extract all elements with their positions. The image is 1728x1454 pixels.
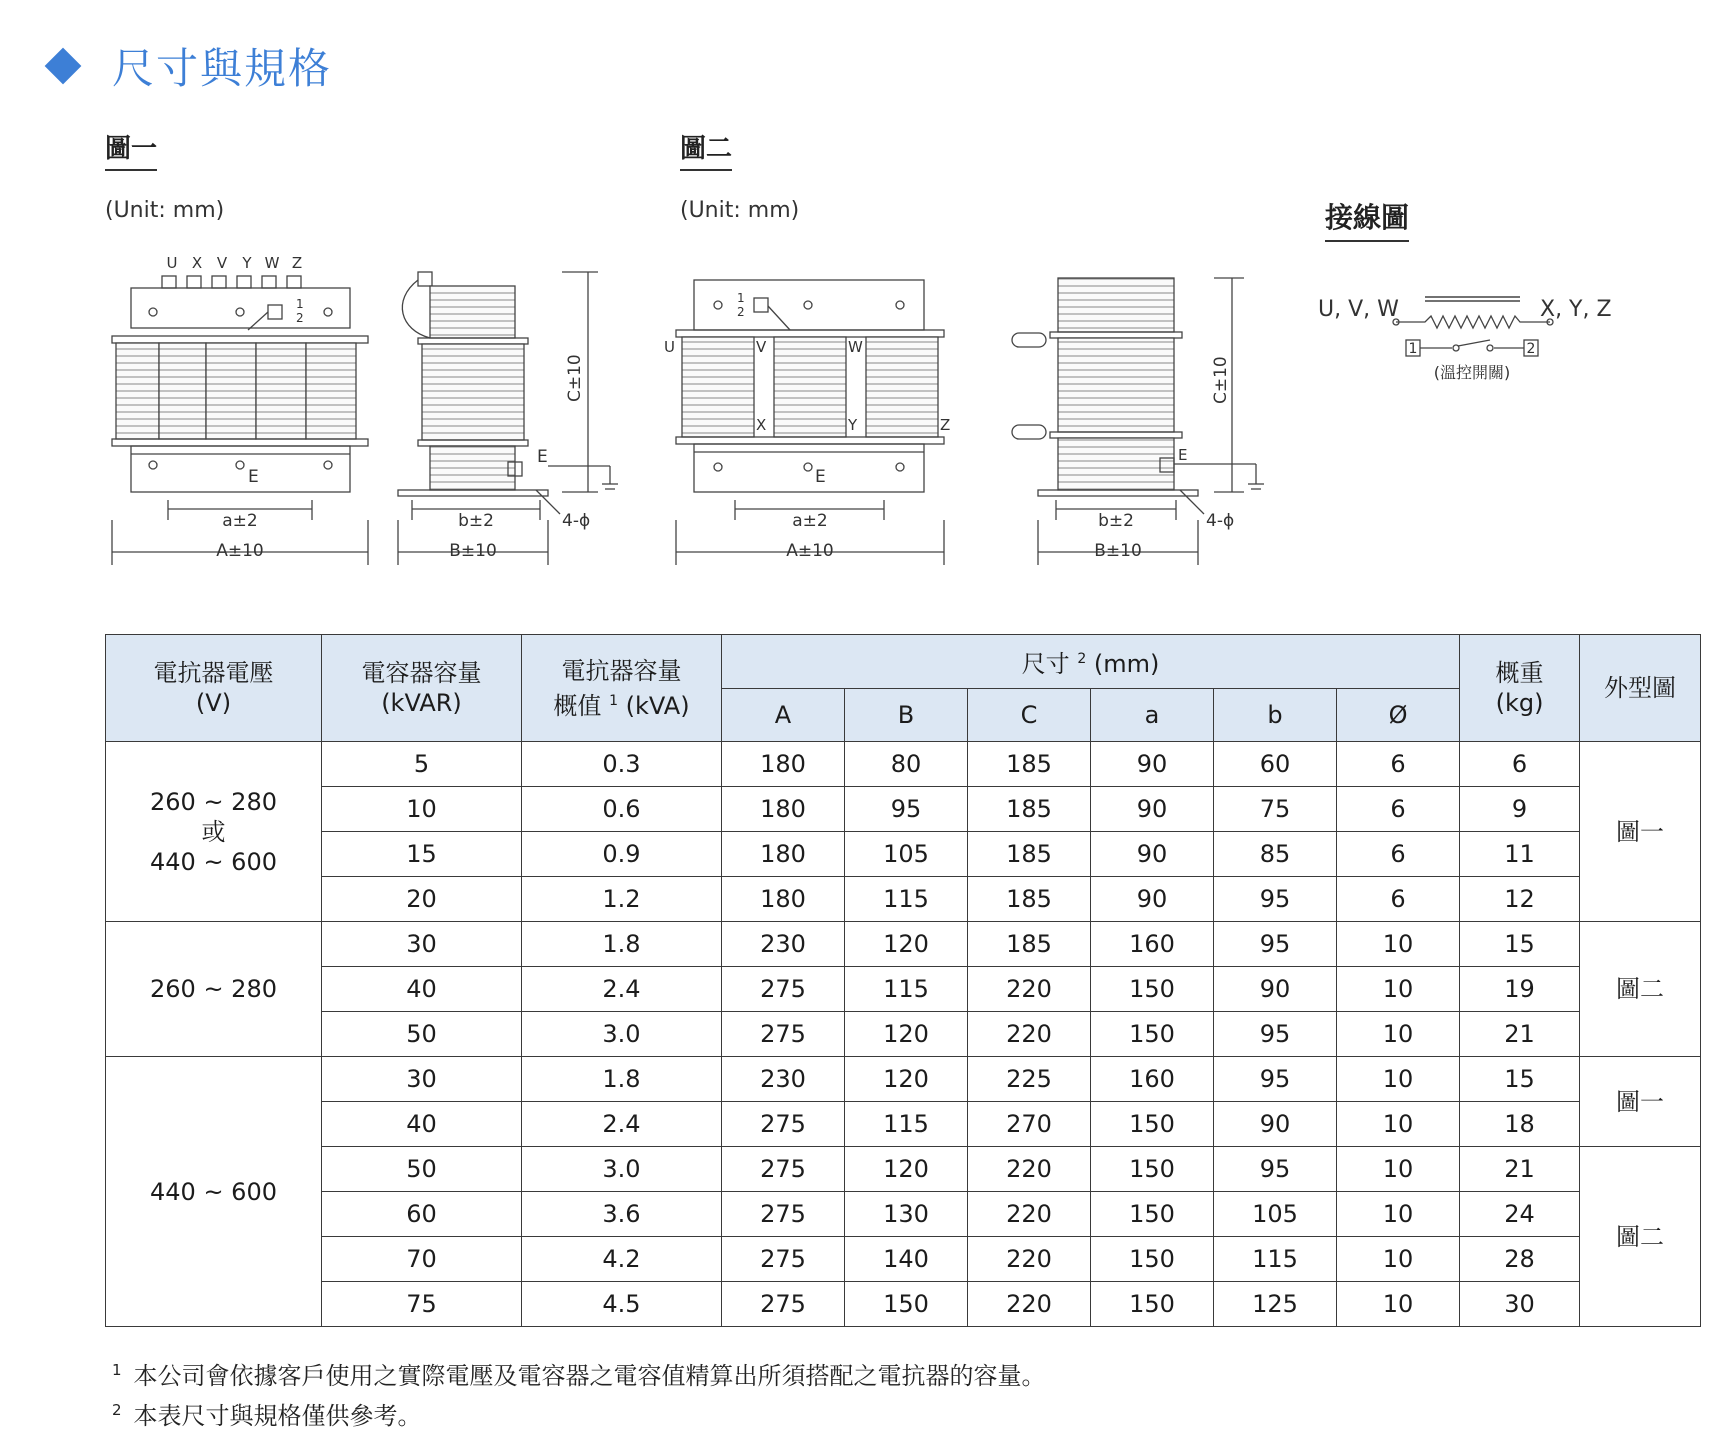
fig1-holes: 4-ϕ — [562, 511, 591, 531]
table-row — [106, 787, 1701, 832]
wiring-right-label: X, Y, Z — [1540, 297, 1612, 322]
table-cell: 150 — [1091, 1237, 1214, 1282]
table-cell: 130 — [845, 1192, 968, 1237]
table-cell: 1.2 — [522, 877, 722, 922]
table-cell: 120 — [845, 922, 968, 967]
table-cell: 125 — [1214, 1282, 1337, 1327]
fig2-terminal-x: X — [756, 416, 767, 434]
table-cell: 180 — [722, 787, 845, 832]
outline-cell: 圖一 — [1580, 742, 1701, 922]
table-cell: 4.5 — [522, 1282, 722, 1327]
table-cell: 230 — [722, 1057, 845, 1102]
table-cell: 90 — [1091, 787, 1214, 832]
fig1-terminal-w: W — [264, 254, 280, 272]
table-cell: 10 — [1337, 1192, 1460, 1237]
header-weight-label: 概重 — [1495, 659, 1544, 687]
footnote-2 — [112, 1390, 1046, 1430]
table-cell: 115 — [845, 967, 968, 1012]
table-cell: 40 — [322, 967, 522, 1012]
header-capacitor-label: 電容器容量 — [361, 659, 482, 687]
fig2-dim-a: a±2 — [792, 511, 828, 531]
table-cell: 10 — [1337, 922, 1460, 967]
voltage-line1: 440 ~ 600 — [150, 1177, 277, 1206]
table-cell: 80 — [845, 742, 968, 787]
table-cell: 95 — [845, 787, 968, 832]
voltage-line1: 260 ~ 280 — [150, 787, 277, 816]
table-row — [106, 967, 1701, 1012]
table-cell: 180 — [722, 742, 845, 787]
fig2-terminal-u: U — [664, 338, 675, 356]
wiring-diagram-label: 接線圖 — [1325, 196, 1409, 242]
table-cell: 270 — [968, 1102, 1091, 1147]
figure-1-label: 圖一 — [105, 128, 157, 171]
table-cell: 3.0 — [522, 1012, 722, 1057]
table-cell: 140 — [845, 1237, 968, 1282]
table-cell: 180 — [722, 877, 845, 922]
figure-2-label: 圖二 — [680, 128, 732, 171]
table-cell: 4.2 — [522, 1237, 722, 1282]
technical-drawings — [0, 0, 1728, 600]
fig2-dim-A: A±10 — [786, 541, 834, 561]
table-cell: 10 — [1337, 1012, 1460, 1057]
table-cell: 1.8 — [522, 922, 722, 967]
figure-1-unit: (Unit: mm) — [105, 198, 225, 223]
fig1-terminal-y: Y — [242, 254, 252, 272]
table-cell: 9 — [1460, 787, 1580, 832]
table-cell: 90 — [1214, 1102, 1337, 1147]
fig1-dim-A: A±10 — [216, 541, 264, 561]
header-reactor-footnote-ref: 1 — [609, 692, 618, 709]
table-cell: 10 — [322, 787, 522, 832]
table-cell: 115 — [845, 1102, 968, 1147]
fig2-terminal-v: V — [756, 338, 767, 356]
header-dimensions-unit: (mm) — [1093, 650, 1160, 678]
table-row — [106, 1237, 1701, 1282]
table-cell: 185 — [968, 922, 1091, 967]
footnote-1 — [112, 1350, 1046, 1390]
table-row — [106, 742, 1701, 787]
table-row — [106, 1147, 1701, 1192]
header-dim-phi: Ø — [1337, 689, 1460, 742]
header-dimensions-footnote-ref: 2 — [1077, 651, 1087, 667]
fig1-dim-b: b±2 — [458, 511, 494, 531]
footnote-2-text: 本表尺寸與規格僅供參考。 — [133, 1402, 422, 1430]
fig2-dim-B: B±10 — [1094, 541, 1142, 561]
table-cell: 185 — [968, 832, 1091, 877]
header-reactor — [522, 635, 722, 742]
table-cell: 21 — [1460, 1012, 1580, 1057]
header-dimensions-label: 尺寸 — [1021, 650, 1070, 678]
table-cell: 150 — [1091, 1192, 1214, 1237]
fig1-dim-C: C±10 — [565, 354, 585, 402]
table-cell: 95 — [1214, 1012, 1337, 1057]
voltage-line1: 260 ~ 280 — [150, 975, 277, 1003]
figure-2-unit: (Unit: mm) — [680, 198, 800, 223]
fig2-ground-label: E — [815, 467, 826, 487]
wiring-left-label: U, V, W — [1318, 297, 1399, 322]
table-cell: 95 — [1214, 1057, 1337, 1102]
fig2-terminal-z: Z — [940, 416, 951, 434]
table-cell: 220 — [968, 1282, 1091, 1327]
table-cell: 5 — [322, 742, 522, 787]
table-cell: 30 — [322, 922, 522, 967]
header-outline: 外型圖 — [1580, 635, 1701, 742]
header-voltage-unit: (V) — [195, 689, 232, 717]
fig1-dim-a: a±2 — [222, 511, 258, 531]
table-cell: 90 — [1214, 967, 1337, 1012]
wiring-terminal-1: 1 — [1408, 341, 1418, 357]
table-cell: 150 — [1091, 967, 1214, 1012]
table-cell: 120 — [845, 1057, 968, 1102]
table-cell: 160 — [1091, 1057, 1214, 1102]
table-cell: 115 — [845, 877, 968, 922]
table-cell: 21 — [1460, 1147, 1580, 1192]
wiring-switch-label: (溫控開關) — [1433, 363, 1511, 382]
spec-table — [105, 634, 1701, 1327]
table-cell: 180 — [722, 832, 845, 877]
table-cell: 70 — [322, 1237, 522, 1282]
table-cell: 50 — [322, 1012, 522, 1057]
table-cell: 275 — [722, 1192, 845, 1237]
fig2-terminal-y: Y — [848, 416, 858, 434]
table-cell: 0.3 — [522, 742, 722, 787]
table-cell: 220 — [968, 1147, 1091, 1192]
header-dim-b: b — [1214, 689, 1337, 742]
table-cell: 28 — [1460, 1237, 1580, 1282]
header-reactor-line1: 電抗器容量 — [561, 656, 682, 685]
table-cell: 15 — [1460, 922, 1580, 967]
table-cell: 115 — [1214, 1237, 1337, 1282]
table-cell: 3.0 — [522, 1147, 722, 1192]
table-cell: 220 — [968, 1192, 1091, 1237]
voltage-line3: 440 ~ 600 — [150, 847, 277, 876]
table-cell: 220 — [968, 967, 1091, 1012]
table-cell: 15 — [322, 832, 522, 877]
table-cell: 10 — [1337, 1102, 1460, 1147]
header-voltage-label: 電抗器電壓 — [153, 659, 274, 687]
table-row — [106, 832, 1701, 877]
wiring-terminal-2: 2 — [1526, 341, 1536, 357]
table-cell: 11 — [1460, 832, 1580, 877]
table-row — [106, 1012, 1701, 1057]
table-cell: 0.6 — [522, 787, 722, 832]
table-cell: 150 — [1091, 1012, 1214, 1057]
table-cell: 95 — [1214, 1147, 1337, 1192]
table-cell: 19 — [1460, 967, 1580, 1012]
table-cell: 1.8 — [522, 1057, 722, 1102]
table-cell: 18 — [1460, 1102, 1580, 1147]
fig1-terminal-x: X — [191, 254, 203, 272]
table-cell: 10 — [1337, 1057, 1460, 1102]
footnote-1-text: 本公司會依據客戶使用之實際電壓及電容器之電容值精算出所須搭配之電抗器的容量。 — [133, 1362, 1046, 1390]
table-cell: 40 — [322, 1102, 522, 1147]
table-cell: 24 — [1460, 1192, 1580, 1237]
table-cell: 6 — [1337, 832, 1460, 877]
table-cell: 105 — [1214, 1192, 1337, 1237]
voltage-cell — [106, 1057, 322, 1327]
table-cell: 30 — [322, 1057, 522, 1102]
table-cell: 95 — [1214, 922, 1337, 967]
spec-table-body — [106, 742, 1701, 1327]
table-row — [106, 1057, 1701, 1102]
outline-cell: 圖一 — [1580, 1057, 1701, 1147]
table-cell: 150 — [1091, 1282, 1214, 1327]
header-dimensions — [722, 635, 1460, 689]
table-cell: 12 — [1460, 877, 1580, 922]
table-cell: 105 — [845, 832, 968, 877]
fig1-tap-2: 2 — [296, 311, 304, 325]
table-cell: 60 — [1214, 742, 1337, 787]
table-cell: 10 — [1337, 1147, 1460, 1192]
fig1-terminal-u: U — [166, 254, 178, 272]
table-row — [106, 877, 1701, 922]
table-cell: 75 — [1214, 787, 1337, 832]
fig2-holes: 4-ϕ — [1206, 511, 1235, 531]
table-cell: 3.6 — [522, 1192, 722, 1237]
table-cell: 2.4 — [522, 1102, 722, 1147]
table-row — [106, 1192, 1701, 1237]
voltage-line2: 或 — [201, 817, 226, 846]
table-cell: 15 — [1460, 1057, 1580, 1102]
table-cell: 150 — [845, 1282, 968, 1327]
table-cell: 10 — [1337, 967, 1460, 1012]
fig2-tap-2: 2 — [737, 305, 745, 319]
footnotes — [112, 1350, 1046, 1430]
fig2-side-ground-label: E — [1178, 446, 1188, 464]
table-cell: 60 — [322, 1192, 522, 1237]
section-title-text: 尺寸與規格 — [112, 44, 333, 93]
header-dim-a: a — [1091, 689, 1214, 742]
table-cell: 220 — [968, 1012, 1091, 1057]
table-cell: 150 — [1091, 1147, 1214, 1192]
table-row — [106, 922, 1701, 967]
table-cell: 20 — [322, 877, 522, 922]
header-reactor-line2: 概值 — [553, 691, 602, 720]
table-cell: 185 — [968, 787, 1091, 832]
table-cell: 0.9 — [522, 832, 722, 877]
fig2-dim-C: C±10 — [1211, 356, 1231, 404]
footnote-2-number: 2 — [112, 1401, 122, 1419]
table-cell: 6 — [1337, 877, 1460, 922]
table-cell: 275 — [722, 1237, 845, 1282]
table-cell: 275 — [722, 1282, 845, 1327]
table-cell: 185 — [968, 742, 1091, 787]
table-cell: 275 — [722, 967, 845, 1012]
header-weight — [1460, 635, 1580, 742]
table-cell: 10 — [1337, 1282, 1460, 1327]
table-cell: 120 — [845, 1147, 968, 1192]
fig2-terminal-w: W — [848, 338, 863, 356]
fig1-ground-label: E — [248, 467, 259, 487]
header-voltage — [106, 635, 322, 742]
fig1-tap-1: 1 — [296, 297, 304, 311]
table-row — [106, 1102, 1701, 1147]
table-cell: 185 — [968, 877, 1091, 922]
table-cell: 120 — [845, 1012, 968, 1057]
table-cell: 220 — [968, 1237, 1091, 1282]
header-weight-unit: (kg) — [1495, 689, 1544, 717]
header-capacitor — [322, 635, 522, 742]
table-cell: 90 — [1091, 832, 1214, 877]
table-row — [106, 1282, 1701, 1327]
table-cell: 95 — [1214, 877, 1337, 922]
table-cell: 30 — [1460, 1282, 1580, 1327]
voltage-cell — [106, 922, 322, 1057]
fig1-dim-B: B±10 — [449, 541, 497, 561]
header-reactor-unit: (kVA) — [625, 691, 690, 720]
table-cell: 6 — [1460, 742, 1580, 787]
table-cell: 2.4 — [522, 967, 722, 1012]
header-capacitor-unit: (kVAR) — [381, 689, 462, 717]
table-cell: 75 — [322, 1282, 522, 1327]
header-dim-C: C — [968, 689, 1091, 742]
table-cell: 10 — [1337, 1237, 1460, 1282]
table-cell: 50 — [322, 1147, 522, 1192]
table-cell: 275 — [722, 1012, 845, 1057]
fig1-side-ground-label: E — [537, 447, 548, 467]
fig2-tap-1: 1 — [737, 291, 745, 305]
table-cell: 6 — [1337, 742, 1460, 787]
table-cell: 90 — [1091, 877, 1214, 922]
outline-cell: 圖二 — [1580, 922, 1701, 1057]
outline-cell: 圖二 — [1580, 1147, 1701, 1327]
fig1-terminal-v: V — [216, 254, 228, 272]
table-cell: 275 — [722, 1102, 845, 1147]
table-cell: 150 — [1091, 1102, 1214, 1147]
table-cell: 90 — [1091, 742, 1214, 787]
table-cell: 6 — [1337, 787, 1460, 832]
table-cell: 225 — [968, 1057, 1091, 1102]
voltage-cell — [106, 742, 322, 922]
header-dim-A: A — [722, 689, 845, 742]
fig1-terminal-z: Z — [291, 254, 303, 272]
table-cell: 160 — [1091, 922, 1214, 967]
fig2-dim-b: b±2 — [1098, 511, 1134, 531]
table-cell: 230 — [722, 922, 845, 967]
table-cell: 275 — [722, 1147, 845, 1192]
header-dim-B: B — [845, 689, 968, 742]
table-cell: 85 — [1214, 832, 1337, 877]
footnote-1-number: 1 — [112, 1361, 122, 1379]
